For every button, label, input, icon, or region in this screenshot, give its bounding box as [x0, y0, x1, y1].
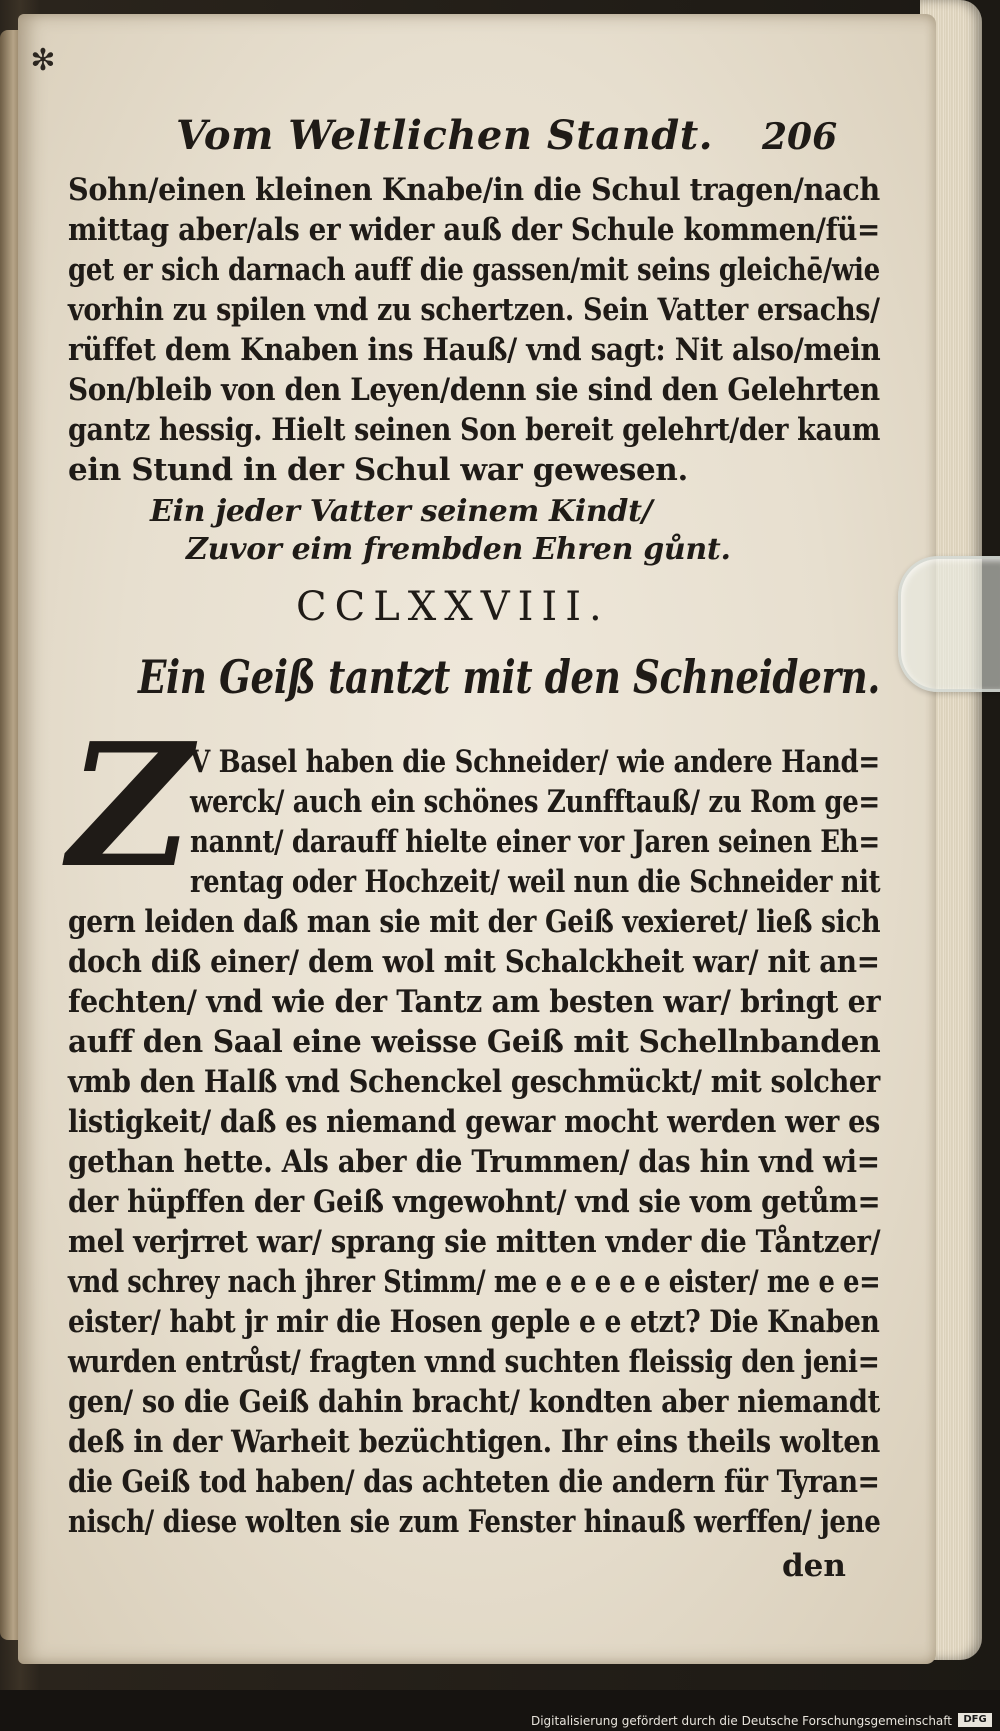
- text-line: V Basel haben die Schneider/ wie andere Hand=: [190, 744, 880, 780]
- text-line: Son/bleib von den Leyen/denn sie sind den Gelehrten: [68, 372, 880, 408]
- ornament-icon: ✻: [30, 43, 56, 78]
- text-line: werck/ auch ein schönes Zunfftauß/ zu Rom ge=: [190, 784, 880, 820]
- text-line: die Geiß tod haben/ das achteten die andern für Tyran=: [68, 1464, 880, 1500]
- text-line: vnd schrey nach jhrer Stimm/ me e e e e e eister/ me e e=: [68, 1264, 881, 1300]
- text-line: nisch/ diese wolten sie zum Fenster hinauß werffen/ jene: [68, 1504, 881, 1540]
- text-line: gethan hette. Als aber die Trummen/ das hin vnd wi=: [68, 1144, 880, 1180]
- text-line: mel verjrret war/ sprang sie mitten vnder die Tåntzer/: [68, 1224, 881, 1260]
- chapter-title: Ein Geiß tantzt mit den Schneidern.: [138, 650, 880, 704]
- text-line: get er sich darnach auff die gassen/mit seins gleichē/wie: [68, 252, 880, 288]
- text-line: gantz hessig. Hielt seinen Son bereit gelehrt/der kaum: [68, 412, 881, 448]
- text-line: mittag aber/als er wider auß der Schule kommen/fü=: [68, 212, 880, 248]
- running-title: Vom Weltlichen Standt.: [176, 112, 714, 159]
- text-line: Sohn/einen kleinen Knabe/in die Schul tragen/nach: [68, 172, 880, 208]
- verse-line: Ein jeder Vatter seinem Kindt/: [150, 494, 653, 529]
- footer-credit: Digitalisierung gefördert durch die Deutsche Forschungsgemeinschaft: [530, 1714, 952, 1728]
- text-line: rentag oder Hochzeit/ weil nun die Schneider nit: [190, 864, 881, 900]
- text-line: deß in der Warheit bezüchtigen. Ihr eins theils wolten: [68, 1424, 880, 1460]
- text-line: fechten/ vnd wie der Tantz am besten war/ bringt er: [68, 984, 881, 1020]
- text-line: doch diß einer/ dem wol mit Schalckheit war/ nit an=: [68, 944, 880, 980]
- text-line: listigkeit/ daß es niemand gewar mocht werden wer es: [68, 1104, 880, 1140]
- text-line: auff den Saal eine weisse Geiß mit Schellnbanden: [68, 1024, 881, 1060]
- verse-line: Zuvor eim frembden Ehren gůnt.: [186, 532, 731, 567]
- page-number: 206: [762, 116, 838, 158]
- text-line: der hüpffen der Geiß vngewohnt/ vnd sie vom getům=: [68, 1184, 881, 1220]
- text-line: gen/ so die Geiß dahin bracht/ kondten aber niemandt: [68, 1384, 880, 1420]
- text-line: gern leiden daß man sie mit der Geiß vexieret/ ließ sich: [68, 904, 881, 940]
- text-line: wurden entrůst/ fragten vnnd suchten fleissig den jeni=: [68, 1344, 880, 1380]
- text-line: eister/ habt jr mir die Hosen geple e e etzt? Die Knaben: [68, 1304, 880, 1340]
- text-line: ein Stund in der Schul war gewesen.: [68, 452, 688, 488]
- catchword: den: [782, 1548, 846, 1584]
- text-line: vorhin zu spilen vnd zu schertzen. Sein Vatter ersachs/: [68, 292, 880, 328]
- chapter-number: CCLXXVIII.: [296, 584, 610, 630]
- text-line: vmb den Halß vnd Schenckel geschmückt/ mit solcher: [68, 1064, 880, 1100]
- text-line: rüffet dem Knaben ins Hauß/ vnd sagt: Nit also/mein: [68, 332, 881, 368]
- dfg-logo: DFG: [958, 1713, 992, 1727]
- dropcap-initial: Z: [68, 706, 193, 906]
- page-clip: [898, 556, 1000, 692]
- text-line: nannt/ darauff hielte einer vor Jaren seinen Eh=: [190, 824, 880, 860]
